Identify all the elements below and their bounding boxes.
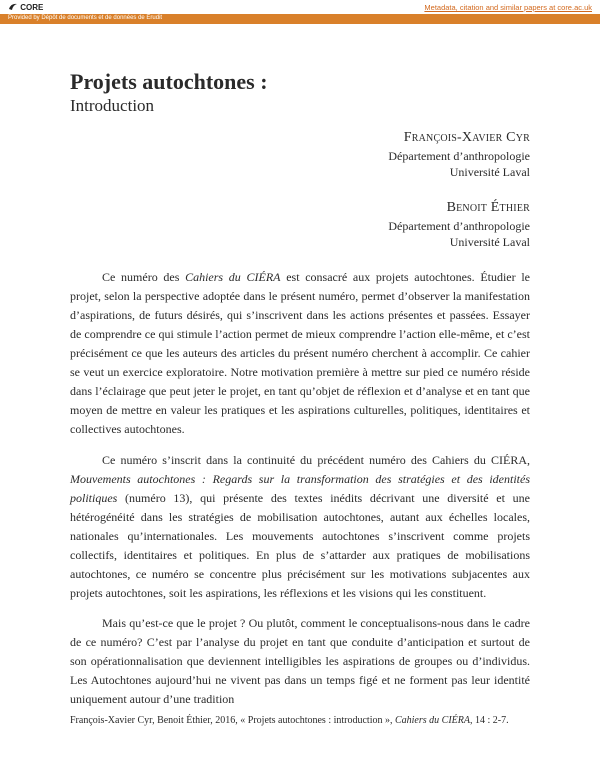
paragraph-text: Ce numéro des — [102, 270, 186, 284]
author-name: Benoit Éthier — [446, 200, 530, 215]
core-logo-icon — [8, 2, 18, 11]
citation-footer — [70, 712, 530, 729]
article-subtitle: Introduction — [70, 96, 155, 115]
core-logo[interactable] — [8, 2, 43, 12]
journal-title: Cahiers du CIÉRA — [185, 270, 281, 284]
paragraph-1 — [70, 268, 530, 439]
core-logo-text: CORE — [20, 3, 44, 12]
author-university: Université Laval — [449, 165, 530, 179]
provider-bar — [0, 14, 600, 24]
author-block-2 — [388, 200, 530, 250]
citation-text: François-Xavier Cyr, Benoit Éthier, 2016, « Projets autochtones : introduction », — [70, 715, 395, 726]
metadata-link[interactable]: Metadata, citation and similar papers at core.ac.uk — [424, 3, 592, 12]
paragraph-text: (numéro 13), qui présente des textes inédits décrivant une diversité et une hétérogénéité dans les stratégies de mobilisation autochtones, autant aux échelles locales, nationales qu’internationales. Les mouvements autochtones s’inscrivent comme projets collectifs, identitaires et politiques. En plus de s’attarder aux pratiques de mobilisations autochtones, ce numéro se concentre plus précisément sur les motivations subjacentes aux projets autochtones, soit les aspirations, les réflexions et les visions qui les constituent. — [70, 491, 530, 600]
author-name: François-Xavier Cyr — [403, 130, 530, 145]
paragraph-text: est consacré aux projets autochtones. Étudier le projet, selon la perspective adoptée dans le présent numéro, permet d’observer la manifestation d’aspirations, de futurs désirés, qui s’inscrivent dans les actions présentes et passées. Essayer de comprendre ce qui stimule l’action permet de mieux comprendre l’action elle-même, et c’est précisément ce que les auteurs des articles du présent numéro cherchent à accomplir. Ce cahier se veut un exercice exploratoire. Notre motivation première à mettre sur pied ce numéro réside dans l’éclairage que peut jeter le projet, en tant qu’objet de réflexion et d’analyse et en tant que moyen de mettre en valeur les pratiques et les aspirations culturelles, politiques, identitaires et collectives autochtones. — [70, 270, 530, 436]
paragraph-text: Mais qu’est-ce que le projet ? Ou plutôt, comment le conceptualisons-nous dans le cadre de ce numéro? C’est par l’analyse du projet en tant que conduite d’anticipation et surtout de son opérationnalisation que deviennent intelligibles les aspirations de groupes ou d’individus. Les Autochtones aujourd’hui ne vivent pas dans un temps figé et ne forment pas leur identité uniquement autour d’une tradition — [70, 616, 530, 706]
cited-issue-title: Mouvements autochtones : Regards sur la transformation des stratégies et des identités politiques — [70, 472, 530, 505]
author-block-1 — [388, 130, 530, 180]
article-title: Projets autochtones : — [70, 69, 268, 94]
core-header-bar — [0, 0, 600, 14]
citation-text: , 14 : 2-7. — [469, 715, 509, 726]
paragraph-text: Ce numéro s’inscrit dans la continuité du précédent numéro des Cahiers du CIÉRA, — [102, 453, 530, 467]
author-university: Université Laval — [449, 235, 530, 249]
author-department: Département d’anthropologie — [388, 219, 530, 233]
citation-journal: Cahiers du CIÉRA — [394, 715, 470, 726]
author-department: Département d’anthropologie — [388, 149, 530, 163]
paragraph-2 — [70, 451, 530, 603]
paragraph-3 — [70, 614, 530, 706]
provider-text[interactable]: Provided by Dépôt de documents et de données de Érudit — [8, 15, 163, 21]
